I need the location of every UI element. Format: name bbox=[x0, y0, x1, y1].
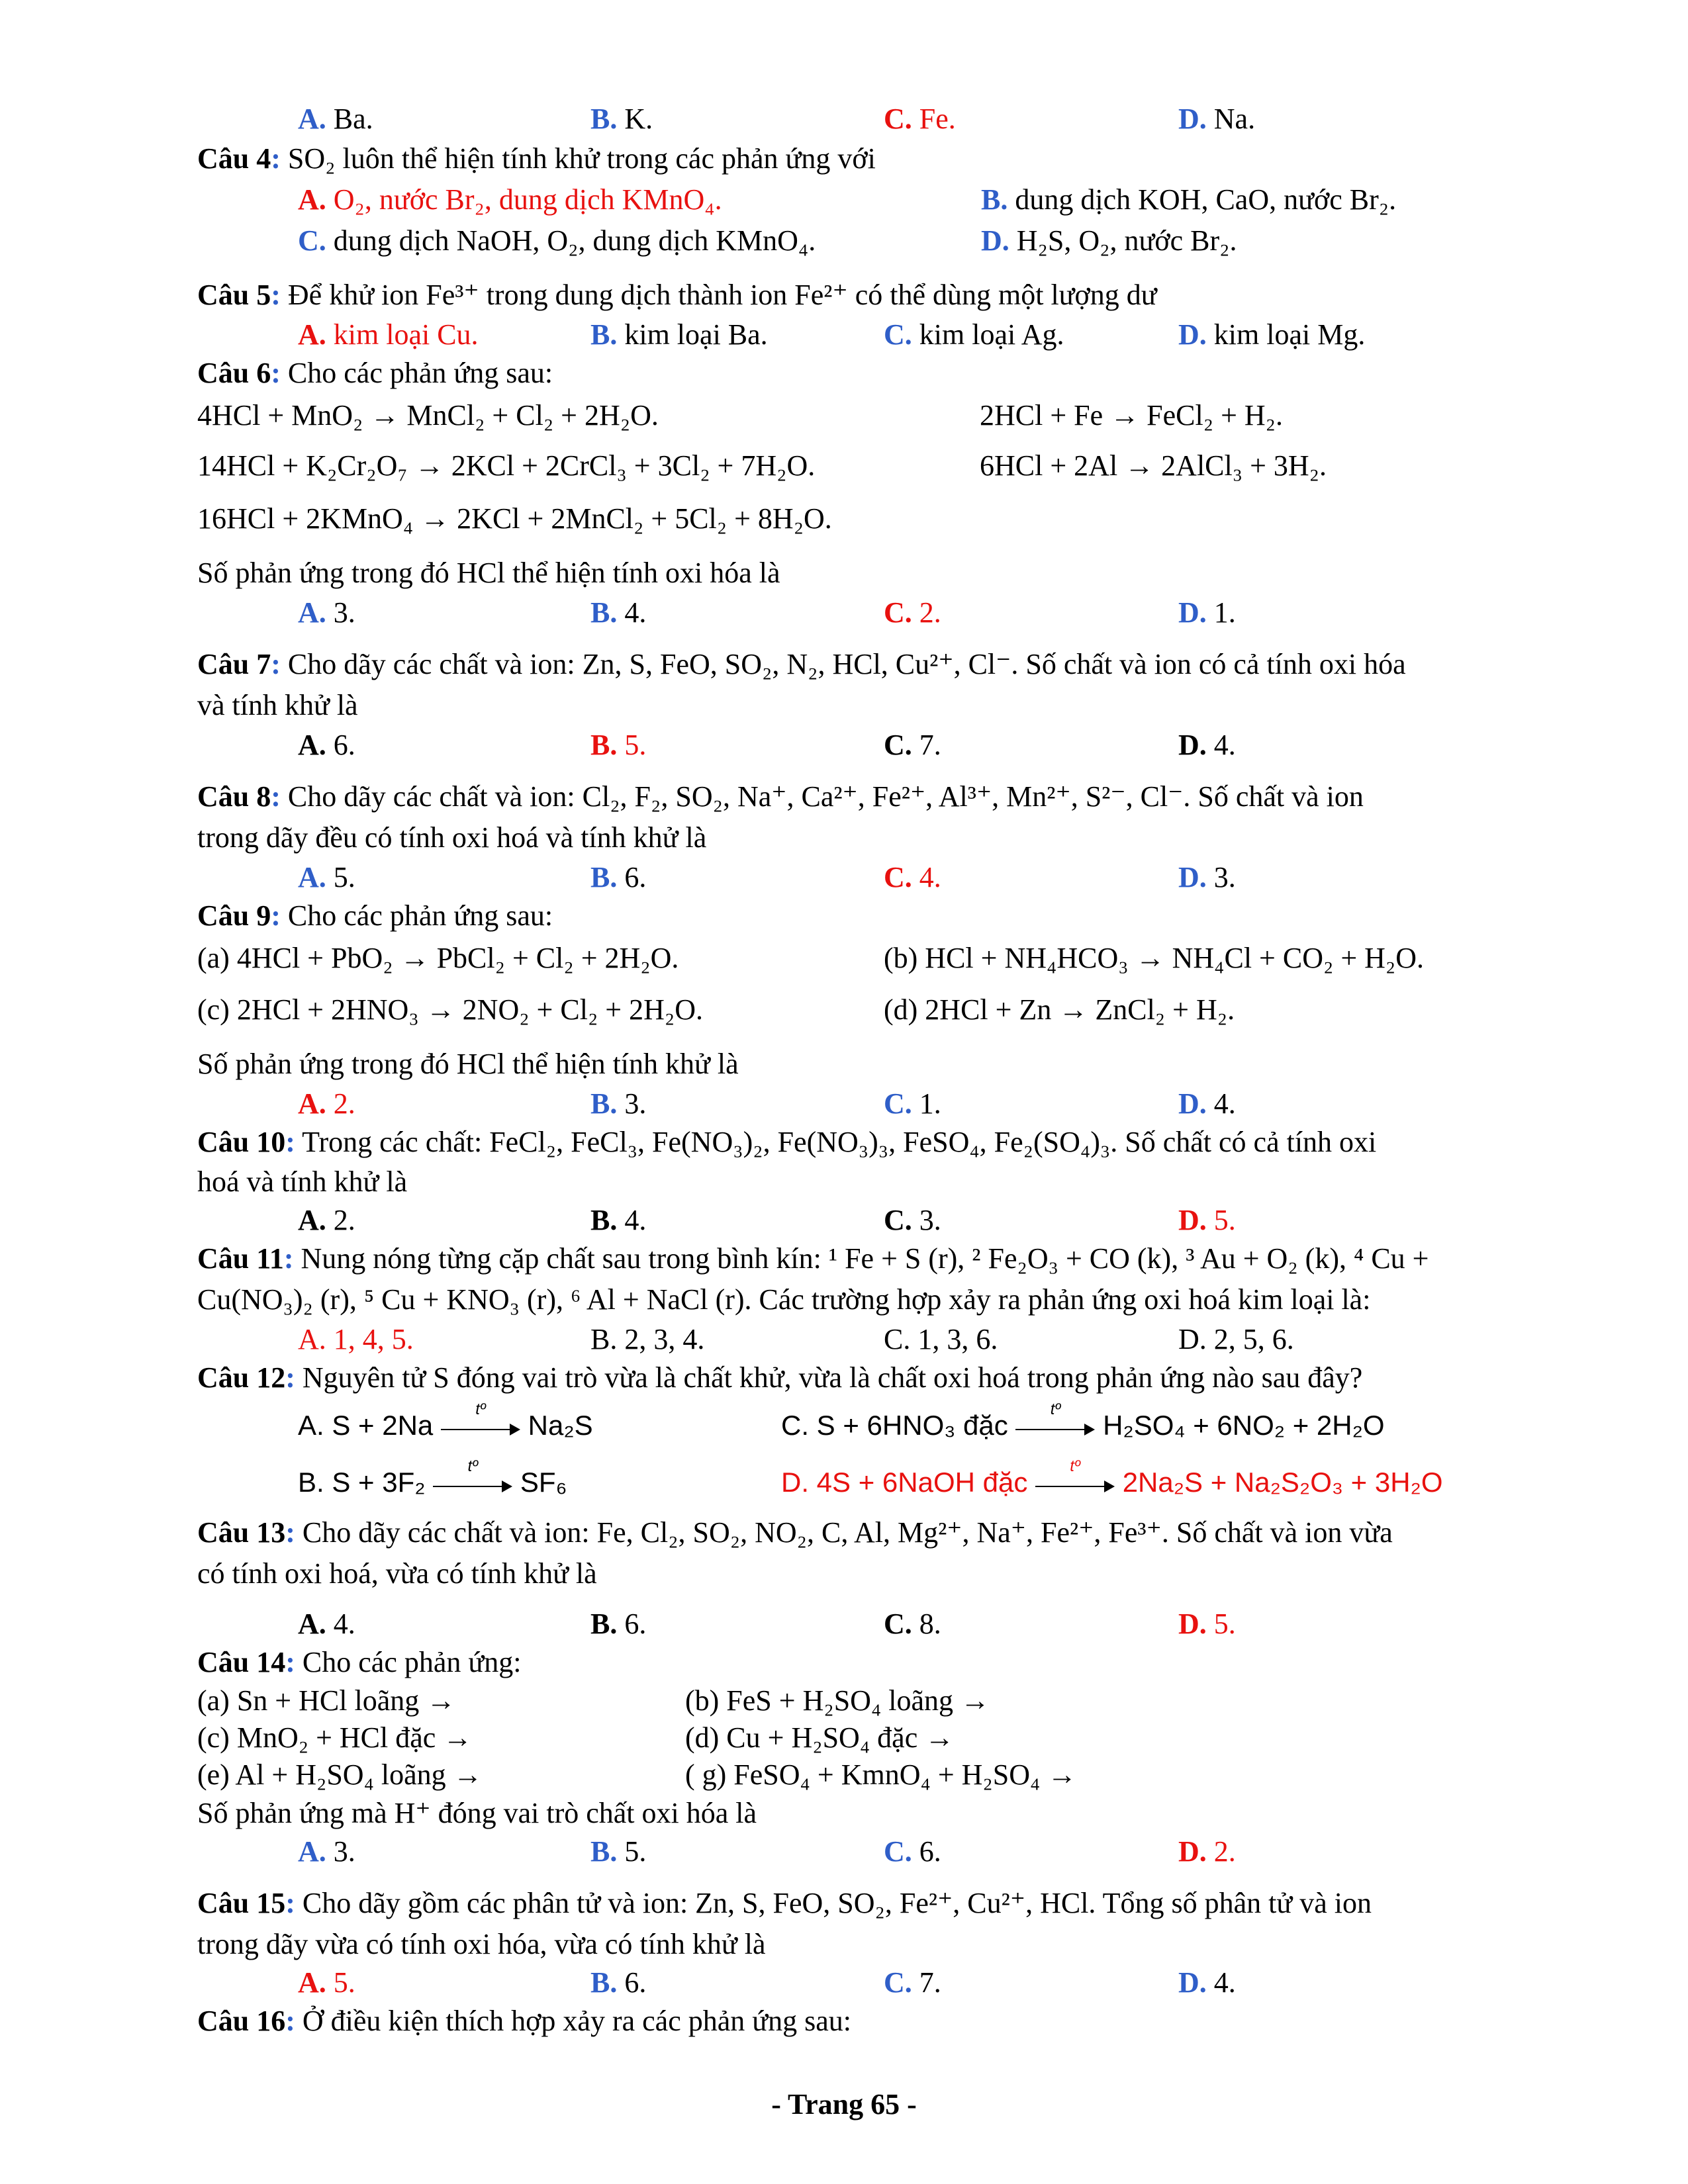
q12-option-d: D. 4S + 6NaOH đặc tº 2Na₂S + Na₂S₂O₃ + 3H₂O bbox=[781, 1457, 1443, 1498]
arrow-icon: tº bbox=[1035, 1471, 1115, 1498]
q10-label: Câu 10 bbox=[197, 1126, 286, 1158]
q15-option-a: A. 5. bbox=[298, 1966, 355, 1999]
q6-question: Số phản ứng trong đó HCl thể hiện tính oxi hóa là bbox=[197, 557, 780, 589]
q9-reaction-b: (b) HCl + NH₄HCO₃ → NH₄Cl + CO₂ + H₂O. bbox=[884, 942, 1425, 974]
q7-label: Câu 7 bbox=[197, 648, 271, 680]
q4-option-c: C. dung dịch NaOH, O₂, dung dịch KMnO₄. bbox=[298, 224, 816, 257]
q13-option-d: D. 5. bbox=[1178, 1608, 1236, 1640]
q11-options-row bbox=[0, 1321, 1688, 1362]
q14-question: Số phản ứng mà H⁺ đóng vai trò chất oxi hóa là bbox=[197, 1797, 757, 1829]
q8-stem-row1: Câu 8: Cho dãy các chất và ion: Cl₂, F₂, SO₂, Na⁺, Ca²⁺, Fe²⁺, Al³⁺, Mn²⁺, S²⁻, Cl⁻. Số chất và ion bbox=[197, 780, 1364, 813]
q6-equation-1: 4HCl + MnO₂ → MnCl₂ + Cl₂ + 2H₂O. bbox=[197, 399, 659, 432]
q14-option-b: B. 5. bbox=[590, 1835, 647, 1868]
arrow-icon: tº bbox=[433, 1471, 512, 1498]
q3-options-row bbox=[0, 101, 1688, 142]
q11-option-d: D. 2, 5, 6. bbox=[1178, 1323, 1294, 1355]
q9-reaction-c: (c) 2HCl + 2HNO₃ → 2NO₂ + Cl₂ + 2H₂O. bbox=[197, 993, 703, 1026]
q8-stem-1: Cho dãy các chất và ion: Cl₂, F₂, SO₂, Na⁺, Ca²⁺, Fe²⁺, Al³⁺, Mn²⁺, S²⁻, Cl⁻. Số chất và ion bbox=[287, 780, 1364, 813]
q15-options-row bbox=[0, 1964, 1688, 2005]
q14-option-d: D. 2. bbox=[1178, 1835, 1236, 1868]
q10-options-row bbox=[0, 1202, 1688, 1243]
q13-option-a: A. 4. bbox=[298, 1608, 355, 1640]
q13-option-b: B. 6. bbox=[590, 1608, 647, 1640]
q16-label: Câu 16 bbox=[197, 2005, 286, 2037]
q15-stem-1: Cho dãy gồm các phân tử và ion: Zn, S, FeO, SO₂, Fe²⁺, Cu²⁺, HCl. Tổng số phân tử và ion bbox=[302, 1887, 1372, 1919]
q9-reactions-row2 bbox=[0, 991, 1688, 1032]
q5-options-row bbox=[0, 316, 1688, 357]
q6-equation-4: 6HCl + 2Al → 2AlCl₃ + 3H₂. bbox=[980, 449, 1327, 482]
q14-reaction-b: (b) FeS + H₂SO₄ loãng → bbox=[685, 1684, 990, 1717]
q11-option-c: C. 1, 3, 6. bbox=[884, 1323, 998, 1355]
q6-stem-row: Câu 6: Cho các phản ứng sau: bbox=[197, 357, 553, 389]
q15-stem-row1: Câu 15: Cho dãy gồm các phân tử và ion: Zn, S, FeO, SO₂, Fe²⁺, Cu²⁺, HCl. Tổng số phân tử và ion bbox=[197, 1887, 1372, 1919]
q6-option-d: D. 1. bbox=[1178, 596, 1236, 629]
q12-option-b: B. S + 3F₂ tº SF₆ bbox=[298, 1457, 567, 1498]
q14-reaction-a: (a) Sn + HCl loãng → bbox=[197, 1684, 456, 1717]
q4-option-d: D. H₂S, O₂, nước Br₂. bbox=[981, 224, 1237, 257]
q3-option-a: A. Ba. bbox=[298, 103, 373, 135]
q14-reaction-c: (c) MnO₂ + HCl đặc → bbox=[197, 1721, 473, 1754]
q9-option-a: A. 2. bbox=[298, 1087, 355, 1120]
q10-option-b: B. 4. bbox=[590, 1204, 647, 1236]
q12-options-row1 bbox=[0, 1400, 1688, 1449]
q13-option-c: C. 8. bbox=[884, 1608, 941, 1640]
q15-stem-row2 bbox=[0, 1926, 1688, 1967]
q9-reaction-a: (a) 4HCl + PbO₂ → PbCl₂ + Cl₂ + 2H₂O. bbox=[197, 942, 679, 974]
q14-question-row bbox=[0, 1795, 1688, 1836]
q4-stem-row: Câu 4: SO₂ luôn thể hiện tính khử trong các phản ứng với bbox=[197, 142, 876, 175]
q4-label: Câu 4 bbox=[197, 142, 271, 175]
q6-label: Câu 6 bbox=[197, 357, 271, 389]
q6-option-c: C. 2. bbox=[884, 596, 941, 629]
q11-option-a: A. 1, 4, 5. bbox=[298, 1323, 414, 1355]
q11-stem-row2 bbox=[0, 1281, 1688, 1322]
q4-options-row1 bbox=[0, 181, 1688, 222]
q6-equation-2: 2HCl + Fe → FeCl₂ + H₂. bbox=[980, 399, 1284, 432]
q11-stem-2: Cu(NO₃)₂ (r), ⁵ Cu + KNO₃ (r), ⁶ Al + NaCl (r). Các trường hợp xảy ra phản ứng oxi hoá kim loại là: bbox=[197, 1283, 1371, 1316]
q7-option-b: B. 5. bbox=[590, 729, 647, 761]
q6-eq-row2 bbox=[0, 447, 1688, 488]
q9-question-row bbox=[0, 1046, 1688, 1087]
q9-option-b: B. 3. bbox=[590, 1087, 647, 1120]
q8-option-a: A. 5. bbox=[298, 861, 355, 893]
q10-stem-row1: Câu 10: Trong các chất: FeCl₂, FeCl₃, Fe(NO₃)₂, Fe(NO₃)₃, FeSO₄, Fe₂(SO₄)₃. Số chất có cả tính oxi bbox=[197, 1126, 1377, 1158]
q14-option-a: A. 3. bbox=[298, 1835, 355, 1868]
q11-option-b: B. 2, 3, 4. bbox=[590, 1323, 705, 1355]
q14-reaction-e: (e) Al + H₂SO₄ loãng → bbox=[197, 1758, 483, 1791]
q6-option-b: B. 4. bbox=[590, 596, 647, 629]
q14-options-row bbox=[0, 1833, 1688, 1874]
q10-stem-row2 bbox=[0, 1163, 1688, 1205]
q5-label: Câu 5 bbox=[197, 279, 271, 311]
q6-eq-row1 bbox=[0, 397, 1688, 438]
q12-option-a: A. S + 2Na tº Na₂S bbox=[298, 1400, 593, 1441]
q8-option-b: B. 6. bbox=[590, 861, 647, 893]
q7-option-c: C. 7. bbox=[884, 729, 941, 761]
q3-option-c: C. Fe. bbox=[884, 103, 956, 135]
q4-option-b: B. dung dịch KOH, CaO, nước Br₂. bbox=[981, 183, 1397, 216]
q3-option-d: D. Na. bbox=[1178, 103, 1256, 135]
q13-stem-row2 bbox=[0, 1555, 1688, 1596]
q5-option-c: C. kim loại Ag. bbox=[884, 318, 1064, 351]
q12-stem: Nguyên tử S đóng vai trò vừa là chất khử, vừa là chất oxi hoá trong phản ứng nào sau đây? bbox=[302, 1361, 1363, 1394]
q5-option-d: D. kim loại Mg. bbox=[1178, 318, 1366, 351]
q13-label: Câu 13 bbox=[197, 1516, 286, 1549]
arrow-icon: tº bbox=[1015, 1414, 1095, 1441]
q8-stem-2: trong dãy đều có tính oxi hoá và tính khử là bbox=[197, 821, 707, 854]
q6-equation-5: 16HCl + 2KMnO₄ → 2KCl + 2MnCl₂ + 5Cl₂ + 8H₂O. bbox=[197, 502, 832, 535]
q6-equation-3: 14HCl + K₂Cr₂O₇ → 2KCl + 2CrCl₃ + 3Cl₂ + 7H₂O. bbox=[197, 449, 816, 482]
q10-stem-1: Trong các chất: FeCl₂, FeCl₃, Fe(NO₃)₂, Fe(NO₃)₃, FeSO₄, Fe₂(SO₄)₃. Số chất có cả tính oxi bbox=[302, 1126, 1377, 1158]
q6-question-row bbox=[0, 555, 1688, 596]
q8-option-c: C. 4. bbox=[884, 861, 941, 893]
q14-reaction-d: (d) Cu + H₂SO₄ đặc → bbox=[685, 1721, 955, 1754]
q16-stem: Ở điều kiện thích hợp xảy ra các phản ứng sau: bbox=[302, 2005, 851, 2037]
q9-option-c: C. 1. bbox=[884, 1087, 941, 1120]
q5-option-a: A. kim loại Cu. bbox=[298, 318, 479, 351]
q7-stem-row2 bbox=[0, 687, 1688, 728]
q7-stem-2: và tính khử là bbox=[197, 689, 358, 721]
q15-option-c: C. 7. bbox=[884, 1966, 941, 1999]
q7-options-row bbox=[0, 727, 1688, 768]
q15-label: Câu 15 bbox=[197, 1887, 286, 1919]
arrow-icon: tº bbox=[441, 1414, 520, 1441]
q9-reactions-row1 bbox=[0, 940, 1688, 981]
q14-label: Câu 14 bbox=[197, 1646, 286, 1678]
q14-option-c: C. 6. bbox=[884, 1835, 941, 1868]
q14-stem: Cho các phản ứng: bbox=[302, 1646, 522, 1678]
q12-stem-row: Câu 12: Nguyên tử S đóng vai trò vừa là chất khử, vừa là chất oxi hoá trong phản ứng nào sau đây? bbox=[197, 1361, 1363, 1394]
q6-options-row bbox=[0, 594, 1688, 635]
q9-option-d: D. 4. bbox=[1178, 1087, 1236, 1120]
q7-option-d: D. 4. bbox=[1178, 729, 1236, 761]
q12-label: Câu 12 bbox=[197, 1361, 286, 1394]
q9-stem-row: Câu 9: Cho các phản ứng sau: bbox=[197, 899, 553, 932]
q10-stem-2: hoá và tính khử là bbox=[197, 1165, 408, 1198]
q12-option-c: C. S + 6HNO₃ đặc tº H₂SO₄ + 6NO₂ + 2H₂O bbox=[781, 1400, 1385, 1441]
q12-options-row2 bbox=[0, 1457, 1688, 1506]
q16-stem-row: Câu 16: Ở điều kiện thích hợp xảy ra các phản ứng sau: bbox=[197, 2005, 851, 2037]
q5-option-b: B. kim loại Ba. bbox=[590, 318, 768, 351]
q8-option-d: D. 3. bbox=[1178, 861, 1236, 893]
q11-stem-row1: Câu 11: Nung nóng từng cặp chất sau trong bình kín: ¹ Fe + S (r), ² Fe₂O₃ + CO (k), ³ Au + O₂ (k), ⁴ Cu + bbox=[197, 1242, 1429, 1275]
q15-option-b: B. 6. bbox=[590, 1966, 647, 1999]
q14-reaction-g: ( g) FeSO₄ + KmnO₄ + H₂SO₄ → bbox=[685, 1758, 1077, 1791]
q14-reactions-row3 bbox=[0, 1756, 1688, 1797]
q7-stem-row1: Câu 7: Cho dãy các chất và ion: Zn, S, FeO, SO₂, N₂, HCl, Cu²⁺, Cl⁻. Số chất và ion có cả tính oxi hóa bbox=[197, 648, 1406, 680]
q14-reactions-row2 bbox=[0, 1719, 1688, 1760]
q9-label: Câu 9 bbox=[197, 899, 271, 932]
q6-eq-row3 bbox=[0, 500, 1688, 541]
q4-stem: SO₂ luôn thể hiện tính khử trong các phản ứng với bbox=[287, 142, 876, 175]
q8-stem-row2 bbox=[0, 819, 1688, 860]
q4-options-row2 bbox=[0, 222, 1688, 263]
q5-stem-row: Câu 5: Để khử ion Fe³⁺ trong dung dịch thành ion Fe²⁺ có thể dùng một lượng dư bbox=[197, 279, 1157, 311]
q13-stem-2: có tính oxi hoá, vừa có tính khử là bbox=[197, 1557, 597, 1590]
q9-reaction-d: (d) 2HCl + Zn → ZnCl₂ + H₂. bbox=[884, 993, 1235, 1026]
q9-options-row bbox=[0, 1085, 1688, 1126]
q4-option-a: A. O₂, nước Br₂, dung dịch KMnO₄. bbox=[298, 183, 722, 216]
q11-label: Câu 11 bbox=[197, 1242, 284, 1275]
q7-option-a: A. 6. bbox=[298, 729, 355, 761]
q3-option-b: B. K. bbox=[590, 103, 653, 135]
q13-stem-1: Cho dãy các chất và ion: Fe, Cl₂, SO₂, NO₂, C, Al, Mg²⁺, Na⁺, Fe²⁺, Fe³⁺. Số chất và ion vừa bbox=[302, 1516, 1393, 1549]
q15-stem-2: trong dãy vừa có tính oxi hóa, vừa có tính khử là bbox=[197, 1928, 766, 1960]
q8-options-row bbox=[0, 859, 1688, 900]
page-number: - Trang 65 - bbox=[771, 2088, 917, 2120]
q10-option-d: D. 5. bbox=[1178, 1204, 1236, 1236]
q13-options-row bbox=[0, 1606, 1688, 1647]
q5-stem: Để khử ion Fe³⁺ trong dung dịch thành ion Fe²⁺ có thể dùng một lượng dư bbox=[287, 279, 1157, 311]
q14-reactions-row1 bbox=[0, 1682, 1688, 1723]
q11-stem-1: Nung nóng từng cặp chất sau trong bình kín: ¹ Fe + S (r), ² Fe₂O₃ + CO (k), ³ Au + O₂ (k), ⁴ Cu + bbox=[301, 1242, 1429, 1275]
q10-option-c: C. 3. bbox=[884, 1204, 941, 1236]
q6-stem: Cho các phản ứng sau: bbox=[287, 357, 553, 389]
q15-option-d: D. 4. bbox=[1178, 1966, 1236, 1999]
q8-label: Câu 8 bbox=[197, 780, 271, 813]
q7-stem-1: Cho dãy các chất và ion: Zn, S, FeO, SO₂, N₂, HCl, Cu²⁺, Cl⁻. Số chất và ion có cả tính oxi hóa bbox=[287, 648, 1406, 680]
q6-option-a: A. 3. bbox=[298, 596, 355, 629]
q9-question: Số phản ứng trong đó HCl thể hiện tính khử là bbox=[197, 1048, 739, 1080]
q13-stem-row1: Câu 13: Cho dãy các chất và ion: Fe, Cl₂, SO₂, NO₂, C, Al, Mg²⁺, Na⁺, Fe²⁺, Fe³⁺. Số chất và ion vừa bbox=[197, 1516, 1393, 1549]
q10-option-a: A. 2. bbox=[298, 1204, 355, 1236]
q14-stem-row: Câu 14: Cho các phản ứng: bbox=[197, 1646, 522, 1678]
q9-stem: Cho các phản ứng sau: bbox=[287, 899, 553, 932]
